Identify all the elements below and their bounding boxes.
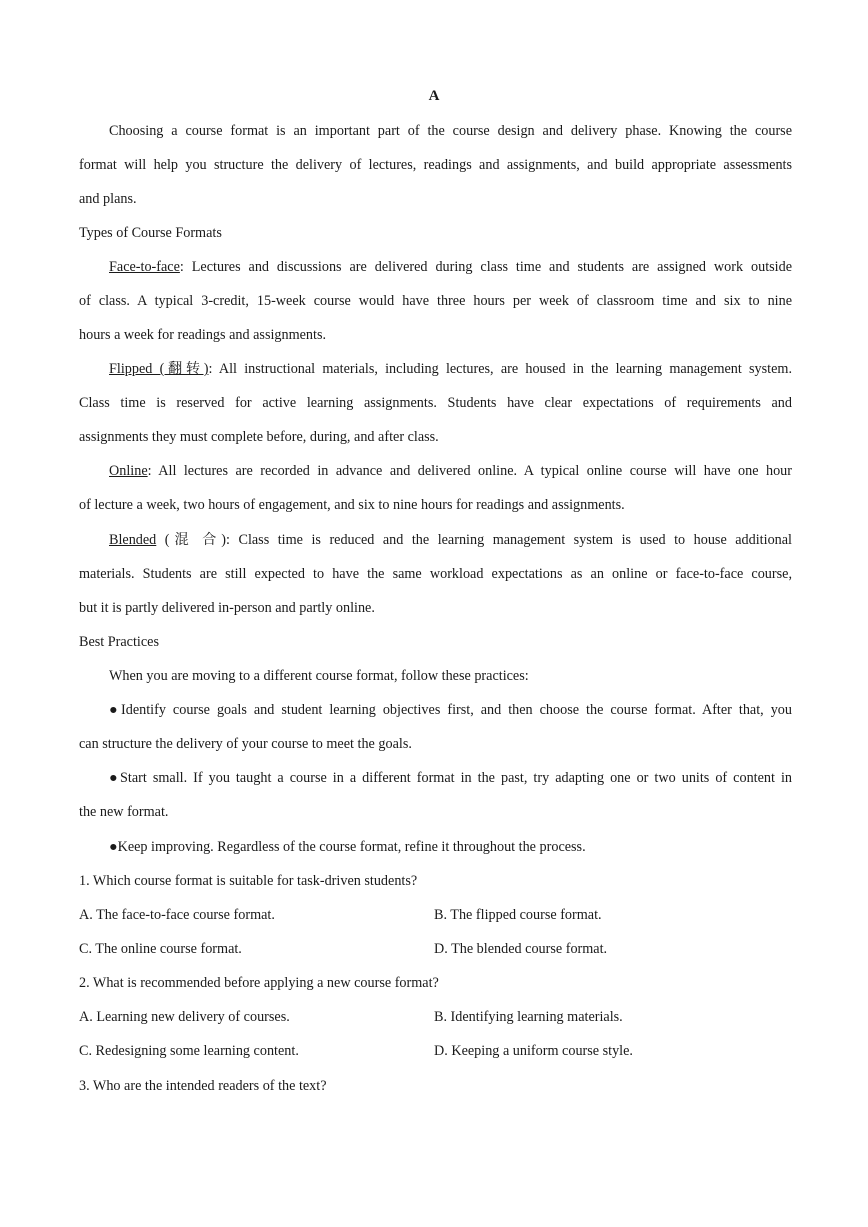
practices-intro: When you are moving to a different course format, follow these practices: [109,668,529,684]
question-1-option-c: C. The online course format. [79,941,242,957]
format-blended-line-1: Blended (混 合): Class time is reduced and the learning management system is used to house additional [109,532,792,548]
question-1-option-d: D. The blended course format. [434,941,608,957]
intro-line-2: format will help you structure the delivery of lectures, readings and assignments, and build appropriate assessments [79,157,792,173]
practice-3-line-1: ●Keep improving. Regardless of the course format, refine it throughout the process. [109,839,586,855]
format-online-line-2: of lecture a week, two hours of engagement, and six to nine hours for readings and assignments. [79,497,625,513]
format-term-face-to-face: Face-to-face [109,259,180,275]
question-1-option-b: B. The flipped course format. [434,907,602,923]
question-1-stem: 1. Which course format is suitable for task-driven students? [79,873,418,889]
format-term-flipped: Flipped (翻转) [109,361,209,377]
format-face-to-face-line-3: hours a week for readings and assignments. [79,327,327,343]
format-flipped-line-3: assignments they must complete before, during, and after class. [79,429,439,445]
section-heading-best-practices: Best Practices [79,634,159,650]
format-term-blended: Blended [109,532,157,548]
format-term-online: Online [109,463,148,479]
format-flipped-line-2: Class time is reserved for active learning assignments. Students have clear expectations of requirements and [79,395,792,411]
question-3-stem: 3. Who are the intended readers of the text? [79,1078,327,1094]
question-1-option-a: A. The face-to-face course format. [79,907,275,923]
passage-title: A [428,88,440,104]
practice-2-line-2: the new format. [79,804,169,820]
intro-line-3: and plans. [79,191,137,207]
question-2-option-d: D. Keeping a uniform course style. [434,1043,633,1059]
format-online-line-1: Online: All lectures are recorded in advance and delivered online. A typical online course will have one hour [109,463,792,479]
intro-line-1: Choosing a course format is an important part of the course design and delivery phase. Knowing the course [109,123,792,139]
format-blended-line-2: materials. Students are still expected to have the same workload expectations as an online or face-to-face course, [79,566,792,582]
format-blended-line-3: but it is partly delivered in-person and partly online. [79,600,375,616]
question-2-option-c: C. Redesigning some learning content. [79,1043,299,1059]
question-2-option-a: A. Learning new delivery of courses. [79,1009,290,1025]
format-face-to-face-line-2: of class. A typical 3-credit, 15-week course would have three hours per week of classroom time and six to nine [79,293,792,309]
question-2-option-b: B. Identifying learning materials. [434,1009,623,1025]
section-heading-types: Types of Course Formats [79,225,222,241]
practice-1-line-1: ●Identify course goals and student learning objectives first, and then choose the course format. After that, you [109,702,792,718]
question-2-stem: 2. What is recommended before applying a new course format? [79,975,439,991]
format-flipped-line-1: Flipped (翻转): All instructional materials, including lectures, are housed in the learning management system. [109,361,792,377]
practice-2-line-1: ●Start small. If you taught a course in a different format in the past, try adapting one or two units of content in [109,770,792,786]
practice-1-line-2: can structure the delivery of your course to meet the goals. [79,736,412,752]
format-face-to-face-line-1: Face-to-face: Lectures and discussions are delivered during class time and students are assigned work outside [109,259,792,275]
